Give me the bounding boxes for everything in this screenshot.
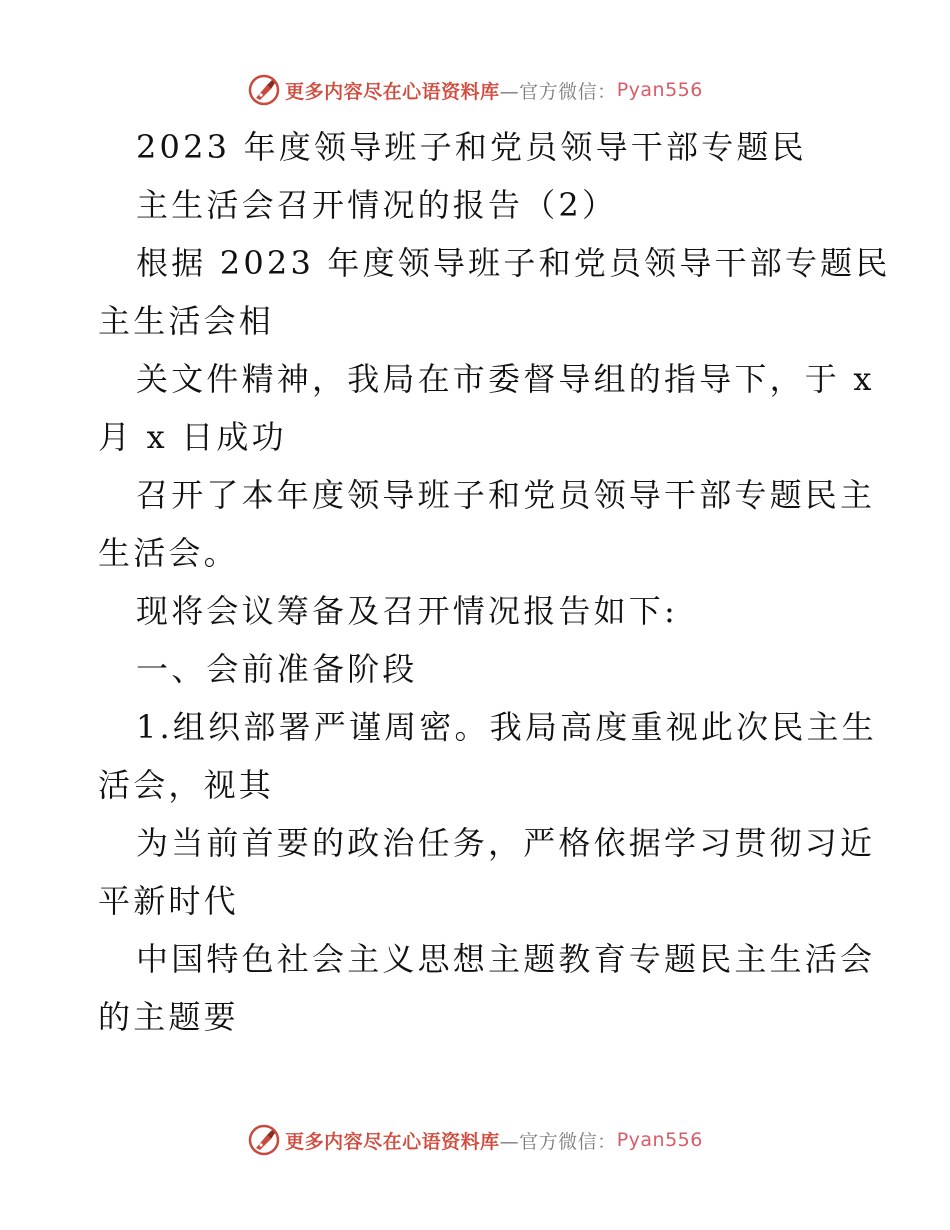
doc-title-line-1: 2023 年度领导班子和党员领导干部专题民 (136, 128, 807, 166)
footer-wechat-id: Pyan556 (616, 1129, 703, 1151)
doc-paragraph-line: 活会，视其 (98, 766, 275, 804)
doc-paragraph-line: 的主题要 (98, 998, 239, 1036)
doc-paragraph-line: 召开了本年度领导班子和党员领导干部专题民主 (136, 476, 876, 514)
footer-wechat-label: —官方微信： (499, 1130, 617, 1153)
doc-paragraph-line: 平新时代 (98, 882, 239, 920)
doc-paragraph-line: 1.组织部署严谨周密。我局高度重视此次民主生 (136, 708, 877, 746)
document-body (98, 118, 891, 1046)
doc-paragraph-line: 生活会。 (98, 534, 239, 572)
pen-nib-logo-icon (247, 1123, 281, 1157)
doc-paragraph-line: 关文件精神，我局在市委督导组的指导下，于 x (136, 360, 875, 398)
header-wechat-label: —官方微信： (499, 80, 617, 103)
footer-banner (0, 1120, 950, 1160)
doc-paragraph-line: 月 x 日成功 (98, 418, 287, 456)
doc-paragraph-line: 中国特色社会主义思想主题教育专题民主生活会 (136, 940, 876, 978)
header-site-name: 更多内容尽在心语资料库 (285, 80, 500, 103)
header-banner (0, 70, 950, 110)
footer-site-name: 更多内容尽在心语资料库 (285, 1130, 500, 1153)
doc-paragraph-line: 根据 2023 年度领导班子和党员领导干部专题民 (136, 244, 891, 282)
doc-section-heading: 一、会前准备阶段 (136, 650, 418, 688)
header-wechat-id: Pyan556 (616, 79, 703, 101)
doc-paragraph-line: 为当前首要的政治任务，严格依据学习贯彻习近 (136, 824, 876, 862)
doc-paragraph-line: 现将会议筹备及召开情况报告如下: (136, 592, 678, 630)
doc-title-line-2: 主生活会召开情况的报告（2） (136, 186, 618, 224)
doc-paragraph-line: 主生活会相 (98, 302, 275, 340)
pen-nib-logo-icon (247, 73, 281, 107)
